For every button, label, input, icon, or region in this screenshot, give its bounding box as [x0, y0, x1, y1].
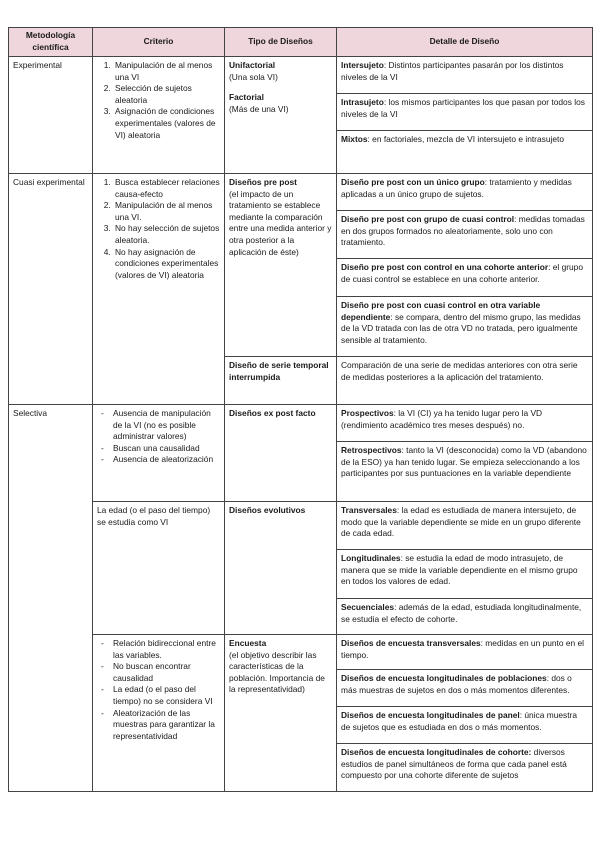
header-criterio: Criterio	[93, 28, 225, 57]
table-row	[9, 502, 593, 550]
list-item: - No buscan encontrar causalidad	[113, 661, 220, 684]
type-prepost: Diseños pre post (el impacto de un tratamiento se establece mediante la comparación entre una medida anterior y otra posterior a la aplicación de éste)	[225, 174, 337, 357]
type-encuesta: Encuesta (el objetivo describir las características de la población. Importancia de la representatividad)	[225, 635, 337, 792]
list-item: - Relación bidireccional entre las variables.	[113, 638, 220, 661]
detail-prepost-cuasi-control: Diseño pre post con grupo de cuasi control: medidas tomadas en dos grupos formados no aleatoriamente, solo uno con tratamiento.	[337, 211, 593, 259]
type-unifactorial: Unifactorial (Una sola VI)	[229, 60, 278, 82]
table-row	[9, 635, 593, 670]
criteria-selectiva-2: La edad (o el paso del tiempo) se estudia como VI	[93, 502, 225, 635]
method-experimental: Experimental	[9, 57, 93, 174]
detail-transversales: Transversales: la edad es estudiada de manera intersujeto, de modo que la variable dependiente se mide en un grupo diferente de cada edad.	[337, 502, 593, 550]
list-item: 1. Manipulación de al menos una VI	[113, 60, 220, 83]
criteria-selectiva-1	[93, 405, 225, 502]
design-table	[8, 27, 593, 792]
detail-prepost-otra-vd: Diseño pre post con cuasi control en otra variable dependiente: se compara, dentro del mismo grupo, las medidas de la VD tratada con las de otra VD no tratada, pero igualmente sensible al tratamiento.	[337, 297, 593, 357]
header-detalle: Detalle de Diseño	[337, 28, 593, 57]
list-item: 2. Selección de sujetos aleatoria	[113, 83, 220, 106]
table-row	[9, 405, 593, 442]
detail-retrospectivos: Retrospectivos: tanto la VI (desconocida) como la VD (abandono de la ESO) ya han tenido lugar. Se empieza seleccionando a los participantes por sus puntuaciones en la variable dependiente	[337, 442, 593, 502]
list-item: - Ausencia de aleatorización	[113, 454, 220, 466]
types-experimental	[225, 57, 337, 174]
detail-prepost-unico: Diseño pre post con un único grupo: tratamiento y medidas aplicadas a un único grupo de sujetos.	[337, 174, 593, 211]
detail-encuesta-transversales: Diseños de encuesta transversales: medidas en un punto en el tiempo.	[337, 635, 593, 670]
type-factorial: Factorial (Más de una VI)	[229, 92, 289, 114]
header-tipo: Tipo de Diseños	[225, 28, 337, 57]
list-item: 1. Busca establecer relaciones causa-efecto	[113, 177, 220, 200]
header-metodologia: Metodología científica	[9, 28, 93, 57]
list-item: - Buscan una causalidad	[113, 443, 220, 455]
list-item: 2. Manipulación de al menos una VI.	[113, 200, 220, 223]
table-row	[9, 57, 593, 94]
detail-encuesta-cohorte: Diseños de encuesta longitudinales de cohorte: diversos estudios de panel simultáneos de forma que cada panel está compuesto por una cohorte diferente de sujetos	[337, 744, 593, 792]
detail-mixtos: Mixtos: en factoriales, mezcla de VI intersujeto e intrasujeto	[337, 131, 593, 174]
list-item: 4. No hay asignación de condiciones experimentales (valores de VI) aleatoria	[113, 247, 220, 282]
type-expost: Diseños ex post facto	[225, 405, 337, 502]
detail-intrasujeto: Intrasujeto: los mismos participantes los que pasan por todos los niveles de la VI	[337, 94, 593, 131]
header-row	[9, 28, 593, 57]
table-row	[9, 174, 593, 211]
detail-intersujeto: Intersujeto: Distintos participantes pasarán por los distintos niveles de la VI	[337, 57, 593, 94]
list-item: - La edad (o el paso del tiempo) no se considera VI	[113, 684, 220, 707]
method-selectiva: Selectiva	[9, 405, 93, 792]
type-serie-temporal: Diseño de serie temporal interrumpida	[225, 357, 337, 405]
criteria-cuasi	[93, 174, 225, 405]
detail-longitudinales: Longitudinales: se estudia la edad de modo intrasujeto, de manera que se mide la variable dependiente en el mismo grupo en todos los valores de edad.	[337, 550, 593, 599]
list-item: 3. Asignación de condiciones experimentales (valores de VI) aleatoria	[113, 106, 220, 141]
detail-prospectivos: Prospectivos: la VI (CI) ya ha tenido lugar pero la VD (rendimiento académico tres meses después) no.	[337, 405, 593, 442]
detail-encuesta-panel: Diseños de encuesta longitudinales de panel: única muestra de sujetos que es estudiada en dos o más momentos.	[337, 707, 593, 744]
method-cuasi: Cuasi experimental	[9, 174, 93, 405]
list-item: - Aleatorización de las muestras para garantizar la representatividad	[113, 708, 220, 743]
criteria-selectiva-3	[93, 635, 225, 792]
list-item: - Ausencia de manipulación de la VI (no es posible administrar valores)	[113, 408, 220, 443]
criteria-experimental	[93, 57, 225, 174]
detail-serie-temporal: Comparación de una serie de medidas anteriores con otra serie de medidas posteriores a la aplicación del tratamiento.	[337, 357, 593, 405]
detail-secuenciales: Secuenciales: además de la edad, estudiada longitudinalmente, se estudia el efecto de cohorte.	[337, 599, 593, 635]
detail-encuesta-poblaciones: Diseños de encuesta longitudinales de poblaciones: dos o más muestras de sujetos en dos o más momentos diferentes.	[337, 670, 593, 707]
detail-prepost-cohorte: Diseño pre post con control en una cohorte anterior: el grupo de cuasi control se establece en una cohorte anterior.	[337, 259, 593, 297]
list-item: 3. No hay selección de sujetos aleatoria.	[113, 223, 220, 246]
type-evolutivos: Diseños evolutivos	[225, 502, 337, 635]
